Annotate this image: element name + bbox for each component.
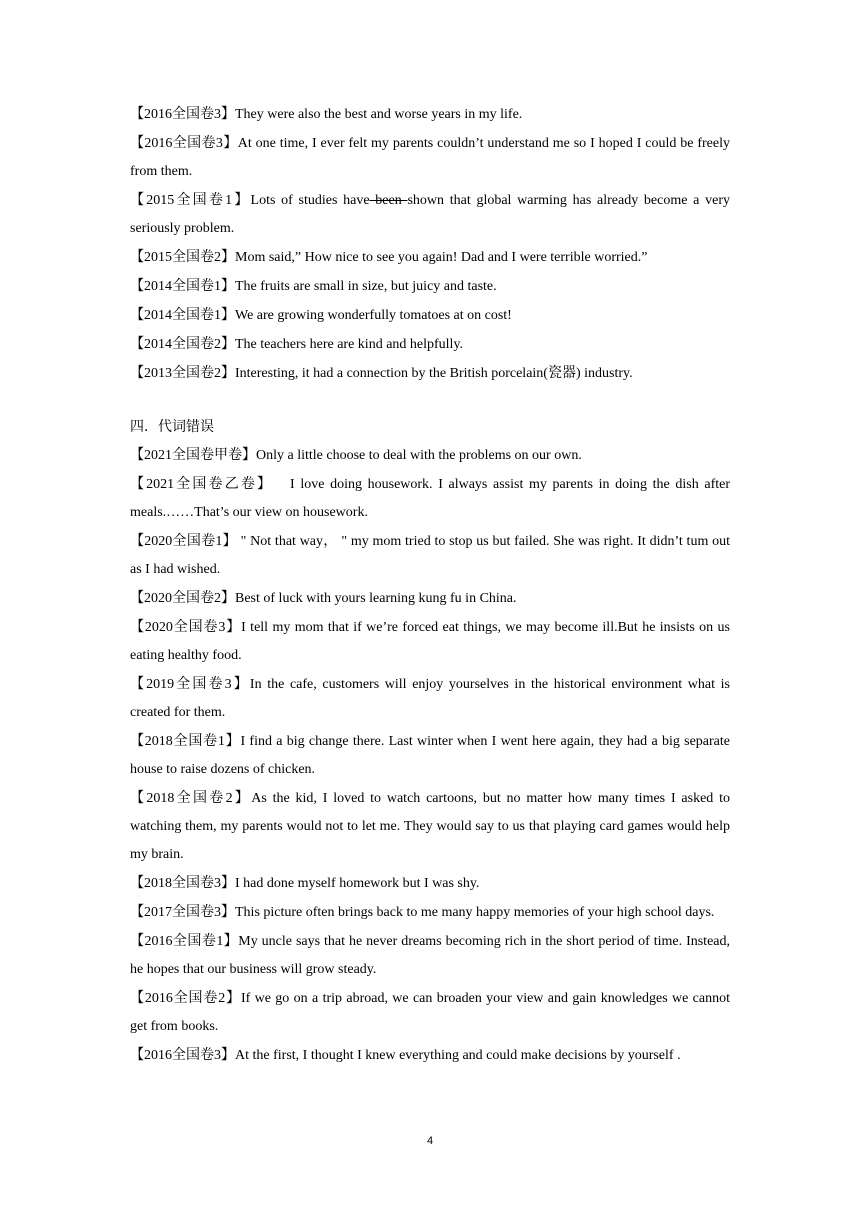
source-tag: 【2019全国卷3】 xyxy=(130,677,250,692)
sentence-text: I had done myself homework but I was shy. xyxy=(235,876,480,891)
sentence-item xyxy=(130,528,730,584)
sentence-text: The fruits are small in size, but juicy and taste. xyxy=(235,279,497,294)
source-tag: 【2021全国卷甲卷】 xyxy=(130,448,256,463)
source-tag: 【2014全国卷1】 xyxy=(130,279,235,294)
source-tag: 【2020全国卷2】 xyxy=(130,591,235,606)
sentence-item xyxy=(130,728,730,784)
sentence-item xyxy=(130,785,730,869)
source-tag: 【2016全国卷3】 xyxy=(130,1048,235,1063)
sentence-text: The teachers here are kind and helpfully. xyxy=(235,337,464,352)
sentence-item xyxy=(130,471,734,527)
sentence-text: My uncle says that he never dreams becoming rich in the short period of time. Instead, he hopes that our business will grow steady. xyxy=(130,934,731,977)
sentence-item xyxy=(130,331,730,359)
sentence-item xyxy=(130,870,730,898)
sentence-item xyxy=(130,302,730,330)
sentence-text: I find a big change there. Last winter when I went here again, they had a big separate house to raise dozens of chicken. xyxy=(130,734,730,777)
source-tag: 【2020全国卷3】 xyxy=(130,620,242,635)
sentence-item xyxy=(130,273,730,301)
sentence-text: We are growing wonderfully tomatoes at on cost! xyxy=(235,308,512,323)
sentence-text: At one time, I ever felt my parents couldn’t understand me so I hoped I could be freely from them. xyxy=(130,136,731,179)
sentence-text: " Not that way， " my mom tried to stop us but failed. She was right. It didn’t tum out as I had wished. xyxy=(130,534,730,577)
sentence-text-continued: shown that global warming has already become a very seriously problem. xyxy=(130,193,730,236)
page-number: 4 xyxy=(426,1135,434,1147)
sentence-item xyxy=(130,130,730,186)
source-tag: 【2018全国卷1】 xyxy=(130,734,241,749)
source-tag: 【2016全国卷2】 xyxy=(130,991,241,1006)
sentence-item xyxy=(130,360,730,388)
sentence-text: As the kid, I loved to watch cartoons, but no matter how many times I asked to watching them, my parents would not to let me. They would say to us that playing card games would help my brain. xyxy=(130,791,731,862)
source-tag: 【2017全国卷3】 xyxy=(130,905,235,920)
source-tag: 【2021全国卷乙卷】 xyxy=(130,477,274,492)
source-tag: 【2016全国卷1】 xyxy=(130,934,239,949)
source-tag: 【2016全国卷3】 xyxy=(130,107,235,122)
sentence-text: Mom said,” How nice to see you again! Dad and I were terrible worried.” xyxy=(235,250,648,265)
sentence-item xyxy=(130,985,730,1041)
source-tag: 【2015全国卷2】 xyxy=(130,250,235,265)
document-body xyxy=(130,101,734,1070)
source-tag: 【2018全国卷3】 xyxy=(130,876,235,891)
sentence-item xyxy=(130,614,730,670)
sentence-item xyxy=(130,585,730,613)
sentence-item xyxy=(130,101,730,129)
source-tag: 【2020全国卷1】 xyxy=(130,534,237,549)
sentence-text: Only a little choose to deal with the problems on our own. xyxy=(256,448,582,463)
sentence-text: In the cafe, customers will enjoy yourselves in the historical environment what is created for them. xyxy=(130,677,730,720)
struck-word: been xyxy=(369,193,408,208)
sentence-text: Interesting, it had a connection by the British porcelain(瓷器) industry. xyxy=(235,366,633,381)
sentence-item xyxy=(130,671,730,727)
sentence-text: This picture often brings back to me many happy memories of your high school days. xyxy=(235,905,715,920)
sentence-text: Best of luck with yours learning kung fu in China. xyxy=(235,591,517,606)
sentence-item xyxy=(130,244,730,272)
sentence-item xyxy=(130,1042,730,1070)
source-tag: 【2015全国卷1】 xyxy=(130,193,251,208)
sentence-text: I love doing housework. I always assist my parents in doing the dish after meals.……That’s our view on housework. xyxy=(130,477,734,520)
sentence-text: If we go on a trip abroad, we can broaden your view and gain knowledges we cannot get from books. xyxy=(130,991,730,1034)
sentence-item xyxy=(130,899,730,927)
sentence-text: They were also the best and worse years in my life. xyxy=(235,107,523,122)
source-tag: 【2016全国卷3】 xyxy=(130,136,238,151)
sentence-text: Lots of studies have xyxy=(250,193,370,208)
sentence-item xyxy=(130,187,730,243)
source-tag: 【2013全国卷2】 xyxy=(130,366,235,381)
source-tag: 【2014全国卷2】 xyxy=(130,337,235,352)
sentence-text: I tell my mom that if we’re forced eat things, we may become ill.But he insists on us eating healthy food. xyxy=(130,620,730,663)
source-tag: 【2014全国卷1】 xyxy=(130,308,235,323)
sentence-item xyxy=(130,928,730,984)
section-heading: 四．代词错误 xyxy=(130,420,214,435)
sentence-text: At the first, I thought I knew everything and could make decisions by yourself . xyxy=(235,1048,681,1063)
source-tag: 【2018全国卷2】 xyxy=(130,791,252,806)
sentence-item xyxy=(130,442,730,470)
